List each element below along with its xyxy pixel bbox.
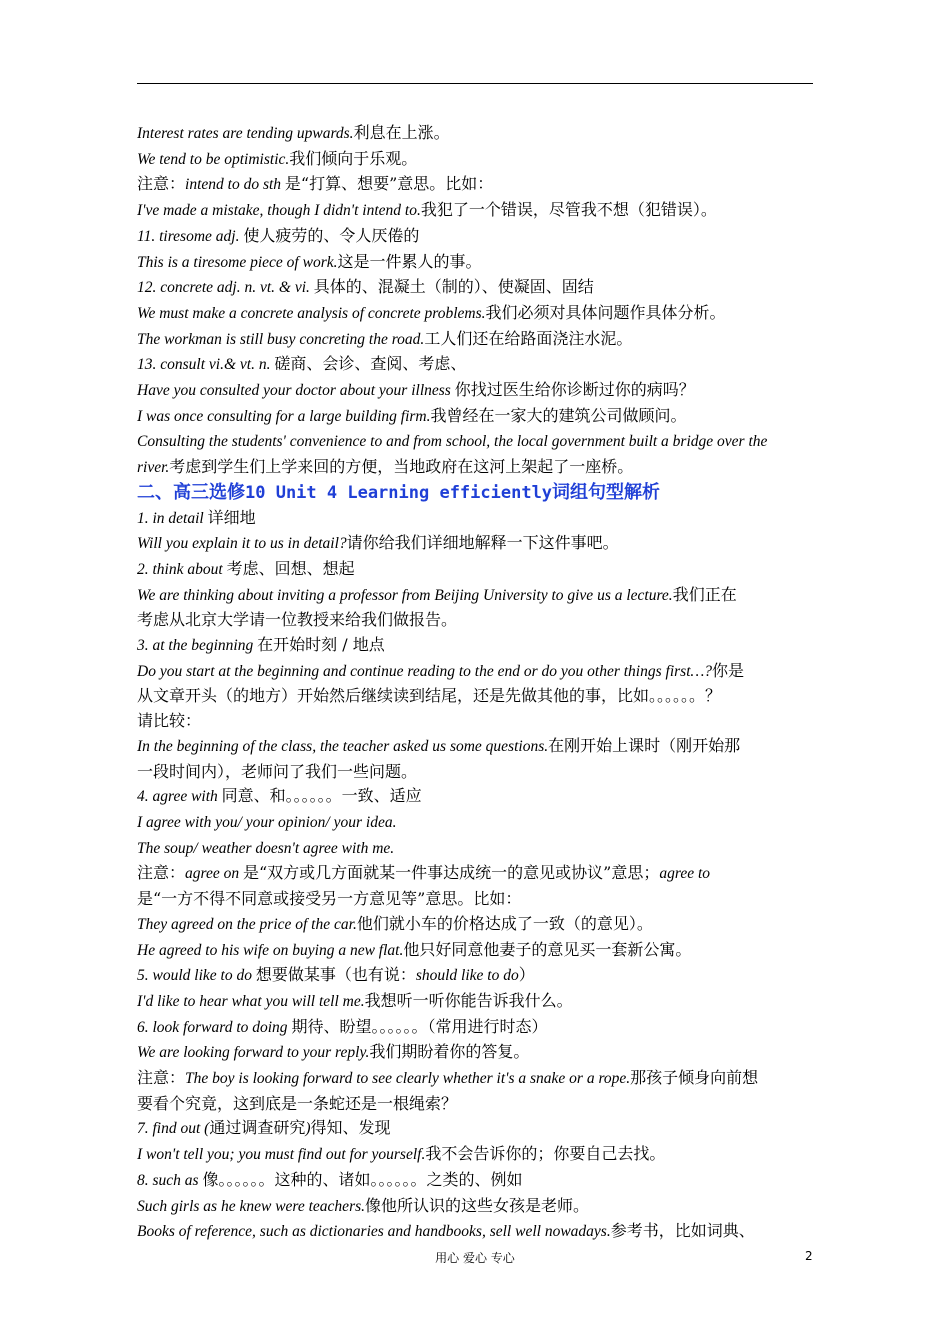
english-text: 5. would like to do bbox=[137, 967, 256, 985]
english-text: I've made a mistake, though I didn't intend to. bbox=[137, 202, 421, 220]
text-line bbox=[137, 1066, 819, 1092]
chinese-text: 这是一件累人的事。 bbox=[337, 251, 482, 271]
chinese-text: 从文章开头（的地方）开始然后继续读到结尾，还是先做其他的事，比如。。。。。。？ bbox=[137, 686, 722, 706]
text-line bbox=[137, 1092, 819, 1117]
chinese-text: 期待、盼望。。。。。。（常用进行时态） bbox=[291, 1016, 548, 1036]
chinese-text: 注意： bbox=[137, 863, 186, 883]
text-line bbox=[137, 224, 819, 250]
chinese-text: 二、高三选修 bbox=[137, 481, 245, 503]
text-line bbox=[137, 327, 819, 353]
text-line bbox=[137, 557, 819, 583]
chinese-text: 像。。。。。。这种的、诸如。。。。。。之类的、例如 bbox=[202, 1169, 523, 1189]
english-text: The soup/ weather doesn't agree with me. bbox=[137, 839, 395, 857]
english-text: Books of reference, such as dictionaries and handbooks, sell well nowadays. bbox=[137, 1223, 611, 1241]
text-line bbox=[137, 506, 819, 532]
chinese-text: 10 Unit 4 Learning efficiently bbox=[245, 482, 553, 503]
chinese-text: 注意： bbox=[137, 1068, 186, 1088]
chinese-text: 工人们还在给路面浇注水泥。 bbox=[424, 328, 633, 348]
english-text: We must make a concrete analysis of concrete problems. bbox=[137, 304, 486, 322]
chinese-text: 通过调查研究 bbox=[209, 1118, 306, 1138]
english-text: Have you consulted your doctor about your illness bbox=[137, 382, 455, 400]
chinese-text: 要看个究竟，这到底是一条蛇还是一根绳索？ bbox=[137, 1093, 458, 1113]
english-text: should like to do bbox=[415, 967, 519, 985]
english-text: The workman is still busy concreting the road. bbox=[137, 330, 425, 348]
text-line bbox=[137, 378, 819, 404]
chinese-text: 他只好同意他妻子的意见买一套新公寓。 bbox=[403, 939, 692, 959]
text-line bbox=[137, 275, 819, 301]
english-text: I agree with you/ your opinion/ your idea. bbox=[137, 813, 397, 831]
english-text: This is a tiresome piece of work. bbox=[137, 253, 338, 271]
english-text: 13. consult vi.& vt. n. bbox=[137, 356, 275, 374]
chinese-text: 我犯了一个错误，尽管我不想（犯错误）。 bbox=[420, 200, 717, 220]
chinese-text: 你是 bbox=[712, 660, 745, 680]
text-line bbox=[137, 1015, 819, 1041]
chinese-text: 我曾经在一家大的建筑公司做顾问。 bbox=[430, 405, 687, 425]
text-line bbox=[137, 1142, 819, 1168]
chinese-text: 考虑到学生们上学来回的方便，当地政府在这河上架起了一座桥。 bbox=[169, 457, 634, 477]
text-line bbox=[137, 429, 819, 455]
english-text: Do you start at the beginning and continue reading to the end or do you other things first…? bbox=[137, 662, 713, 680]
chinese-text: 同意、和。。。。。。一致、适应 bbox=[221, 786, 422, 806]
text-line bbox=[137, 608, 819, 633]
chinese-text: 像他所认识的这些女孩是老师。 bbox=[365, 1195, 590, 1215]
chinese-text: 参考书，比如词典、 bbox=[610, 1221, 755, 1241]
english-text: 7. find out ( bbox=[137, 1120, 210, 1138]
english-text: Consulting the students' convenience to and from school, the local government built a bridge over the bbox=[137, 433, 768, 451]
chinese-text: 我们必须对具体问题作具体分析。 bbox=[485, 302, 726, 322]
chinese-text: 使人疲劳的、令人厌倦的 bbox=[243, 225, 420, 245]
chinese-text: ） bbox=[518, 965, 535, 985]
text-line bbox=[137, 938, 819, 964]
chinese-text: 我们期盼着你的答复。 bbox=[369, 1042, 530, 1062]
text-line bbox=[137, 531, 819, 557]
chinese-text: 注意： bbox=[137, 174, 186, 194]
text-line bbox=[137, 455, 819, 481]
text-line bbox=[137, 887, 819, 912]
chinese-text: 我们正在 bbox=[672, 584, 737, 604]
text-line bbox=[137, 784, 819, 810]
chinese-text: 是“一方不得不同意或接受另一方意见等”意思。比如： bbox=[137, 889, 522, 909]
english-text: Such girls as he knew were teachers. bbox=[137, 1197, 366, 1215]
text-line bbox=[137, 250, 819, 276]
english-text: 4. agree with bbox=[137, 788, 222, 806]
text-line bbox=[137, 836, 819, 862]
text-line bbox=[137, 734, 819, 760]
english-text: 6. look forward to doing bbox=[137, 1018, 292, 1036]
text-line bbox=[137, 684, 819, 709]
english-text: He agreed to his wife on buying a new flat. bbox=[137, 941, 404, 959]
chinese-text: 详细地 bbox=[207, 507, 256, 527]
english-text: intend to do sth bbox=[185, 176, 285, 194]
english-text: They agreed on the price of the car. bbox=[137, 915, 357, 933]
english-text: 8. such as bbox=[137, 1171, 203, 1189]
section-heading bbox=[137, 481, 819, 506]
chinese-text: 我不会告诉你的；你要自己去找。 bbox=[425, 1144, 666, 1164]
text-line bbox=[137, 198, 819, 224]
header-rule bbox=[137, 83, 813, 84]
chinese-text: 我想听一听你能告诉我什么。 bbox=[364, 990, 573, 1010]
text-line bbox=[137, 121, 819, 147]
chinese-text: 考虑、回想、想起 bbox=[226, 558, 355, 578]
text-line bbox=[137, 583, 819, 609]
chinese-text: 想要做某事（也有说： bbox=[255, 965, 416, 985]
footer-motto: 用心 爱心 专心 bbox=[435, 1251, 515, 1265]
text-line bbox=[137, 760, 819, 785]
english-text: Interest rates are tending upwards. bbox=[137, 125, 354, 142]
english-text: I won't tell you; you must find out for yourself. bbox=[137, 1146, 426, 1164]
chinese-text: 得知、发现 bbox=[310, 1118, 391, 1138]
english-text: ) bbox=[305, 1120, 311, 1138]
chinese-text: 是“双方或几方面就某一件事达成统一的意见或协议”意思； bbox=[242, 863, 660, 883]
page-number: 2 bbox=[805, 1249, 813, 1263]
chinese-text: 请比较： bbox=[137, 711, 202, 731]
chinese-text: 你找过医生给你诊断过你的病吗？ bbox=[454, 380, 695, 400]
english-text: 11. tiresome adj. bbox=[137, 227, 244, 245]
text-line bbox=[137, 352, 819, 378]
text-line bbox=[137, 1194, 819, 1220]
text-line bbox=[137, 1116, 819, 1142]
page-content bbox=[137, 121, 819, 1245]
chinese-text: 请你给我们详细地解释一下这件事吧。 bbox=[346, 533, 619, 553]
english-text: 2. think about bbox=[137, 560, 227, 578]
text-line bbox=[137, 861, 819, 887]
text-line bbox=[137, 1168, 819, 1194]
text-line bbox=[137, 659, 819, 685]
text-line bbox=[137, 989, 819, 1015]
chinese-text: 一段时间内），老师问了我们一些问题。 bbox=[137, 761, 418, 781]
text-line bbox=[137, 301, 819, 327]
text-line bbox=[137, 1040, 819, 1066]
text-line bbox=[137, 810, 819, 836]
text-line bbox=[137, 1219, 819, 1245]
english-text: I was once consulting for a large building firm. bbox=[137, 407, 431, 425]
chinese-text: 词组句型解析 bbox=[552, 481, 661, 503]
chinese-text: 在开始时刻 / 地点 bbox=[257, 635, 385, 655]
english-text: We tend to be optimistic. bbox=[137, 150, 290, 168]
text-line bbox=[137, 633, 819, 659]
english-text: river. bbox=[137, 459, 170, 477]
text-line bbox=[137, 912, 819, 938]
chinese-text: 在刚开始上课时（刚开始那 bbox=[548, 735, 741, 755]
text-line bbox=[137, 147, 819, 173]
english-text: Will you explain it to us in detail? bbox=[137, 535, 347, 553]
chinese-text: 磋商、会诊、查阅、考虑、 bbox=[274, 354, 467, 374]
text-line bbox=[137, 963, 819, 989]
english-text: We are thinking about inviting a professor from Beijing University to give us a lecture. bbox=[137, 586, 673, 604]
chinese-text: 那孩子倾身向前想 bbox=[630, 1068, 759, 1088]
chinese-text: 考虑从北京大学请一位教授来给我们做报告。 bbox=[137, 610, 458, 630]
english-text: 1. in detail bbox=[137, 509, 208, 527]
chinese-text: 我们倾向于乐观。 bbox=[289, 148, 418, 168]
chinese-text: 他们就小车的价格达成了一致（的意见）。 bbox=[356, 913, 653, 933]
text-line bbox=[137, 172, 819, 198]
english-text: I'd like to hear what you will tell me. bbox=[137, 992, 365, 1010]
english-text: agree to bbox=[659, 865, 711, 883]
english-text: 3. at the beginning bbox=[137, 637, 258, 655]
english-text: We are looking forward to your reply. bbox=[137, 1044, 370, 1062]
chinese-text: 是“打算、想要”意思。比如： bbox=[284, 174, 494, 194]
text-line bbox=[137, 709, 819, 734]
english-text: In the beginning of the class, the teacher asked us some questions. bbox=[137, 737, 549, 755]
english-text: agree on bbox=[185, 865, 243, 883]
chinese-text: 利息在上涨。 bbox=[353, 123, 450, 142]
chinese-text: 具体的、混凝土（制的）、使凝固、固结 bbox=[313, 277, 594, 297]
text-line bbox=[137, 404, 819, 430]
english-text: The boy is looking forward to see clearly whether it's a snake or a rope. bbox=[185, 1070, 631, 1088]
english-text: 12. concrete adj. n. vt. & vi. bbox=[137, 279, 314, 297]
